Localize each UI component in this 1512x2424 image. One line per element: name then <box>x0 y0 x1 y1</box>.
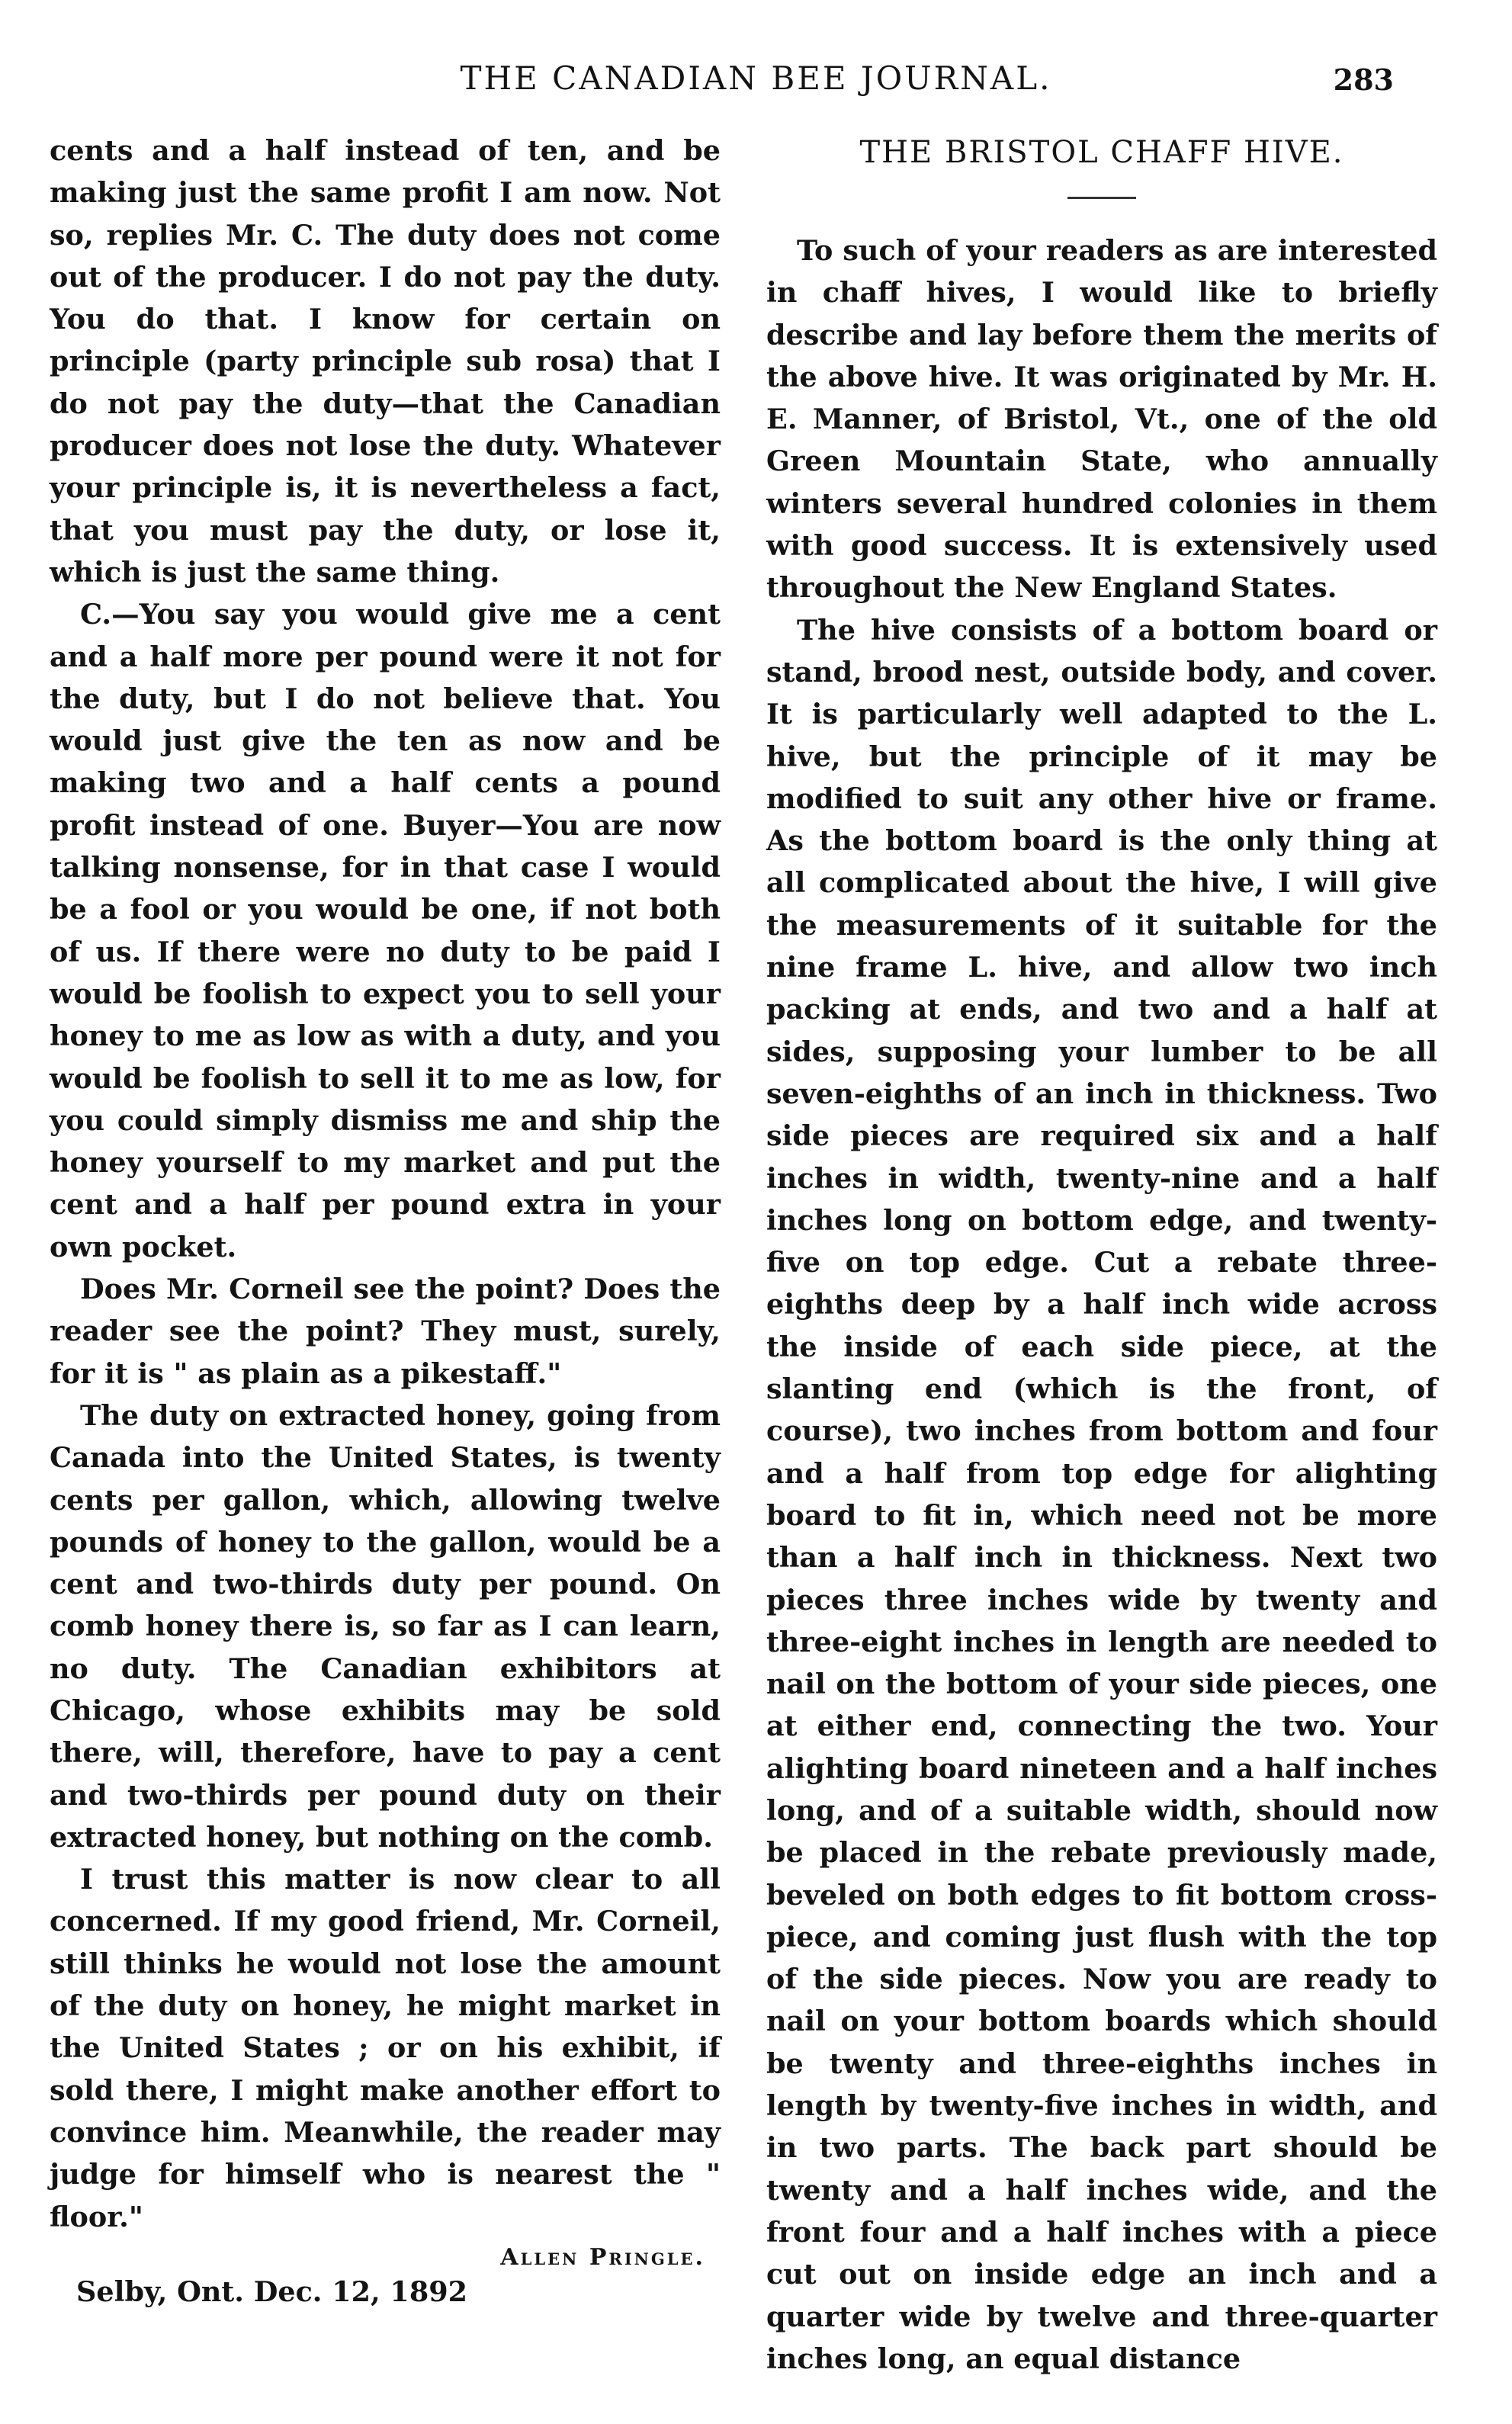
right-paragraph-2: The hive consists of a bottom board or stand, brood nest, outside body, and cover. It is particularly well adapted to the L. hive, but the principle of it may be modified to suit any other hive or frame. As the bottom board is the only thing at all complicated about the hive, I will give the measurements of it suitable for the nine frame L. hive, and allow two inch packing at ends, and two and a half at sides, supposing your lumber to be all seven-eighths of an inch in thickness. Two side pieces are required six and a half inches in width, twenty-nine and a half inches long on bottom edge, and twenty-five on top edge. Cut a rebate three-eighths deep by a half inch wide across the inside of each side piece, at the slanting end (which is the front, of course), two inches from bottom and four and a half from top edge for alighting board to fit in, which need not be more than a half inch in thickness. Next two pieces three inches wide by twenty and three-eight inches in length are needed to nail on the bottom of your side pieces, one at either end, connecting the two. Your alighting board nineteen and a half inches long, and of a suitable width, should now be placed in the rebate previously made, beveled on both edges to fit bottom cross-piece, and coming just flush with the top of the side pieces. Now you are ready to nail on your bottom boards which should be twenty and three-eighths inches in length by twenty-five inches in width, and in two parts. The back part should be twenty and a half inches wide, and the front four and a half inches with a piece cut out on inside edge an inch and a quarter wide by twelve and three-quarter inches long, an equal distance <box>766 613 1437 2375</box>
page-number: 283 <box>1333 63 1394 97</box>
left-paragraph-3: Does Mr. Corneil see the point? Does the reader see the point? They must, surely, for it is " as plain as a pikestaff." <box>50 1273 721 1390</box>
page-header <box>46 59 1466 105</box>
left-paragraph-4: The duty on extracted honey, going from Canada into the United States, is twenty cents per gallon, which, allowing twelve pounds of honey to the gallon, would be a cent and two-thirds duty per pound. On comb honey there is, so far as I can learn, no duty. The Canadian exhibitors at Chicago, whose exhibits may be sold there, will, therefore, have to pay a cent and two-thirds per pound duty on their extracted honey, but nothing on the comb. <box>50 1398 721 1854</box>
left-paragraph-5: I trust this matter is now clear to all concerned. If my good friend, Mr. Corneil, still thinks he would not lose the amount of the duty on honey, he might market in the United States ; or on his exhibit, if sold there, I might make another effort to convince him. Meanwhile, the reader may judge for himself who is nearest the " floor." <box>50 1863 721 2233</box>
left-paragraph-2: C.—You say you would give me a cent and a half more per pound were it not for the duty, but I do not believe that. You would just give the ten as now and be making two and a half cents a pound profit instead of one. Buyer—You are now talking nonsense, for in that case I would be a fool or you would be one, if not both of us. If there were no duty to be paid I would be foolish to expect you to sell your honey to me as low as with a duty, and you would be foolish to sell it to me as low, for you could simply dismiss me and ship the honey yourself to my market and put the cent and a half per pound extra in your own pocket. <box>50 598 721 1263</box>
left-paragraph-1: cents and a half instead of ten, and be making just the same profit I am now. Not so, replies Mr. C. The duty does not come out of the producer. I do not pay the duty. You do that. I know for certain on principle (party principle sub rosa) that I do not pay the duty—that the Canadian producer does not lose the duty. Whatever your principle is, it is nevertheless a fact, that you must pay the duty, or lose it, which is just the same thing. <box>50 134 721 589</box>
title-rule <box>1067 197 1136 199</box>
journal-title: THE CANADIAN BEE JOURNAL. <box>460 59 1052 97</box>
dateline: Selby, Ont. Dec. 12, 1892 <box>76 2275 468 2308</box>
right-column <box>766 130 1437 2380</box>
right-paragraph-1: To such of your readers as are interested in chaff hives, I would like to briefly describe and lay before them the merits of the above hive. It was originated by Mr. H. E. Manner, of Bristol, Vt., one of the old Green Mountain State, who annually winters several hundred colonies in them with good success. It is extensively used throughout the New England States. <box>766 234 1437 605</box>
left-column <box>50 130 721 2308</box>
author-signature: Allen Pringle. <box>500 2243 705 2271</box>
article-title: THE BRISTOL CHAFF HIVE. <box>859 135 1344 170</box>
